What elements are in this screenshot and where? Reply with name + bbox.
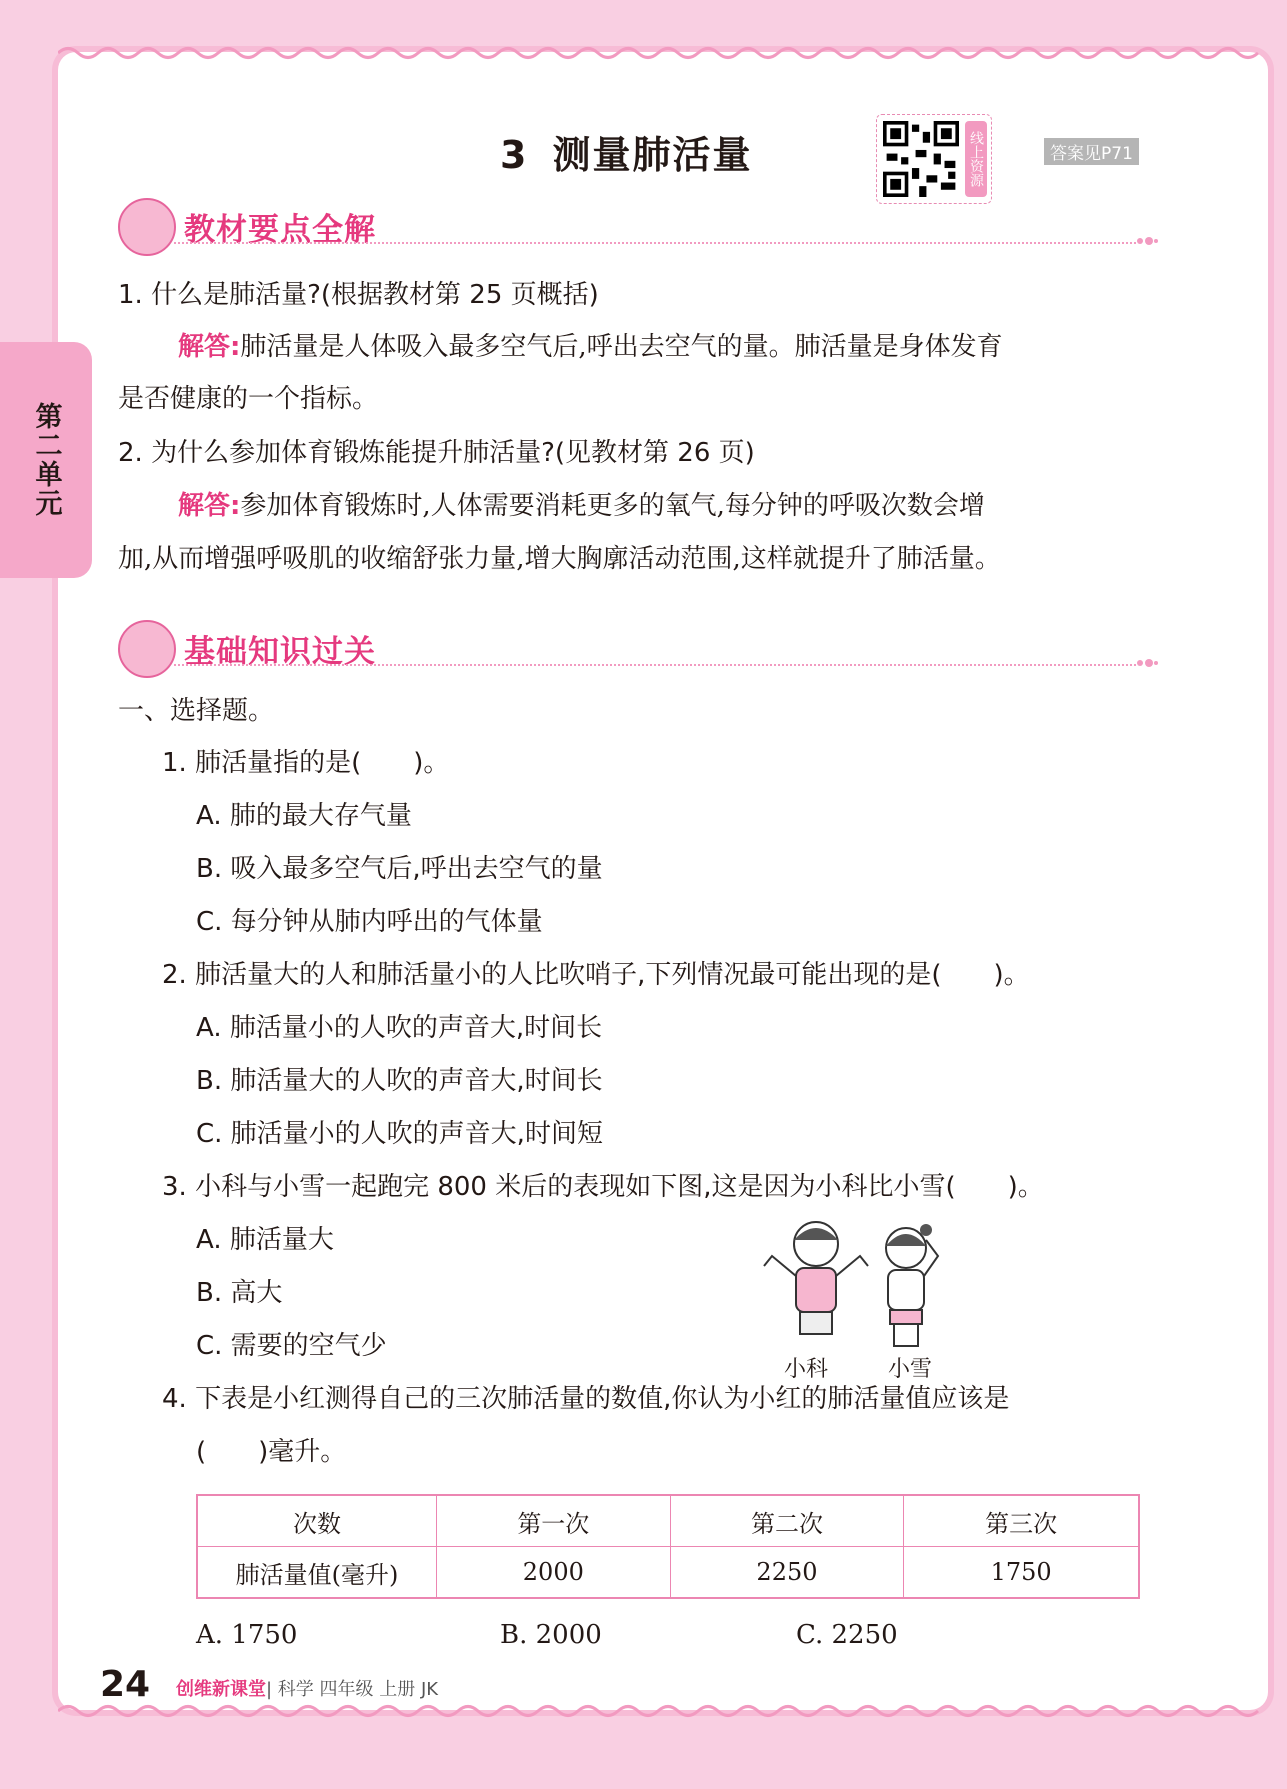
section-header-basic-knowledge <box>118 620 1158 676</box>
choice-question-3: 3. 小科与小雪一起跑完 800 米后的表现如下图,这是因为小科比小雪( )。 <box>162 1172 1044 1202</box>
bottom-wave-border <box>58 1702 1268 1720</box>
top-wave-border <box>58 44 1268 62</box>
option-a: A. 肺活量小的人吹的声音大,时间长 <box>196 1013 603 1043</box>
answer-label: 解答: <box>178 491 241 521</box>
part-heading: 一、选择题。 <box>118 696 275 726</box>
answer-label: 解答: <box>178 332 241 362</box>
choice-question-1: 1. 肺活量指的是( )。 <box>162 748 450 778</box>
answer-1-line-2: 是否健康的一个指标。 <box>118 384 379 414</box>
section-divider <box>174 242 1136 244</box>
lung-capacity-table <box>196 1494 1140 1599</box>
qr-code-box[interactable] <box>876 114 992 204</box>
option-a: A. 肺的最大存气量 <box>196 801 412 831</box>
answer-text: 肺活量是人体吸入最多空气后,呼出去空气的量。肺活量是身体发育 <box>240 332 1003 362</box>
page-title <box>500 124 752 179</box>
answer-reference: 答案见P71 <box>1044 138 1139 165</box>
page-number: 24 <box>100 1664 151 1705</box>
table-header-row <box>197 1495 1139 1547</box>
table-cell: 2250 <box>670 1547 904 1599</box>
option-b: B. 2000 <box>500 1620 602 1650</box>
qr-label: 线上资源 <box>965 121 987 197</box>
answer-2-line-2: 加,从而增强呼吸肌的收缩舒张力量,增大胸廓活动范围,这样就提升了肺活量。 <box>118 544 1001 574</box>
question-1-stem: 1. 什么是肺活量?(根据教材第 25 页概括) <box>118 280 599 310</box>
section-title: 基础知识过关 <box>184 634 376 670</box>
footer-details: | 科学 四年级 上册 JK <box>266 1679 439 1700</box>
figure-label-xiaoke: 小科 <box>784 1357 829 1382</box>
section-avatar-icon <box>118 620 176 678</box>
option-c: C. 需要的空气少 <box>196 1331 387 1361</box>
table-cell: 2000 <box>437 1547 671 1599</box>
table-header-cell: 第二次 <box>670 1495 904 1547</box>
option-b: B. 吸入最多空气后,呼出去空气的量 <box>196 854 603 884</box>
answer-2-line-1 <box>178 491 985 521</box>
answer-1-line-1 <box>178 332 1003 362</box>
table-cell: 1750 <box>904 1547 1139 1599</box>
table-row <box>197 1547 1139 1599</box>
section-header-key-points <box>118 198 1158 254</box>
option-c: C. 2250 <box>796 1620 898 1650</box>
children-illustration <box>754 1216 954 1382</box>
option-c: C. 肺活量小的人吹的声音大,时间短 <box>196 1119 603 1149</box>
children-figure-icon <box>754 1216 954 1352</box>
choice-question-2: 2. 肺活量大的人和肺活量小的人比吹哨子,下列情况最可能出现的是( )。 <box>162 960 1030 990</box>
figure-label-xiaoxue: 小雪 <box>888 1357 933 1382</box>
table-cell: 肺活量值(毫升) <box>197 1547 437 1599</box>
choice-question-4-line-1: 4. 下表是小红测得自己的三次肺活量的数值,你认为小红的肺活量值应该是 <box>162 1384 1010 1414</box>
table-header-cell: 次数 <box>197 1495 437 1547</box>
lesson-title: 测量肺活量 <box>552 133 753 177</box>
answer-text: 参加体育锻炼时,人体需要消耗更多的氧气,每分钟的呼吸次数会增 <box>240 491 985 521</box>
unit-tab <box>0 342 92 578</box>
option-a: A. 肺活量大 <box>196 1225 334 1255</box>
choice-question-4-line-2: ( )毫升。 <box>196 1437 347 1467</box>
qr-code-icon <box>883 121 959 197</box>
section-title: 教材要点全解 <box>184 212 376 248</box>
section-divider <box>174 664 1136 666</box>
table-header-cell: 第三次 <box>904 1495 1139 1547</box>
option-a: A. 1750 <box>196 1620 298 1650</box>
table-header-cell: 第一次 <box>437 1495 671 1547</box>
unit-tab-label: 第二单元 <box>30 402 62 518</box>
footer-brand: 创维新课堂 <box>176 1679 266 1700</box>
section-avatar-icon <box>118 198 176 256</box>
question-2-stem: 2. 为什么参加体育锻炼能提升肺活量?(见教材第 26 页) <box>118 438 755 468</box>
dots-decoration-icon <box>1136 656 1158 670</box>
footer-info <box>176 1675 438 1701</box>
option-b: B. 肺活量大的人吹的声音大,时间长 <box>196 1066 603 1096</box>
dots-decoration-icon <box>1136 234 1158 248</box>
lesson-number: 3 <box>500 133 529 177</box>
option-c: C. 每分钟从肺内呼出的气体量 <box>196 907 543 937</box>
option-b: B. 高大 <box>196 1278 283 1308</box>
